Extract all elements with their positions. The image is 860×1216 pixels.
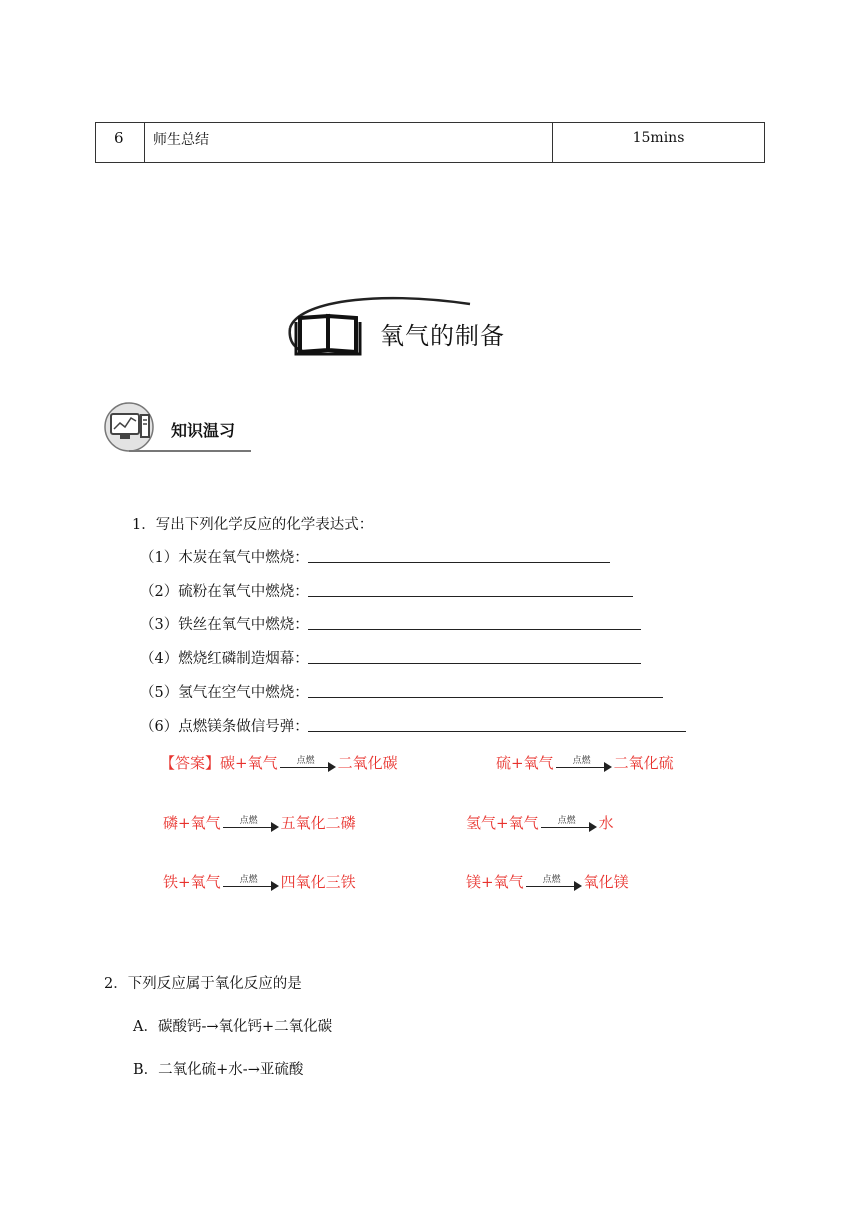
row-activity: 师生总结 [153, 132, 209, 148]
reaction-arrow [541, 817, 597, 833]
section-title: 氧气的制备 [380, 322, 505, 350]
q1-blank-1 [308, 562, 610, 563]
q1-item-2: （2）硫粉在氧气中燃烧： [140, 584, 309, 600]
row-duration: 15mins [632, 130, 685, 146]
answer-5 [163, 871, 356, 892]
q1-item-5: （5）氢气在空气中燃烧： [140, 685, 309, 701]
answer-reactants: 铁+氧气 [163, 873, 221, 891]
table-cell-activity [145, 123, 553, 162]
answer-reactants: 硫+氧气 [496, 754, 554, 772]
answer-product: 二氧化碳 [337, 754, 398, 772]
row-number: 6 [114, 129, 124, 147]
schedule-table [95, 122, 765, 163]
q2-option-b: B．二氧化硫+水-→亚硫酸 [133, 1062, 304, 1078]
arrow-condition: 点燃 [542, 875, 561, 885]
q1-item-3: （3）铁丝在氧气中燃烧： [140, 617, 309, 633]
answer-product: 四氧化三铁 [280, 873, 356, 891]
q1-blank-3 [308, 629, 641, 630]
q2-option-a: A．碳酸钙-→氧化钙+二氧化碳 [133, 1019, 333, 1035]
q1-item-1: （1）木炭在氧气中燃烧： [140, 550, 309, 566]
answer-6 [466, 871, 629, 892]
answer-4 [466, 812, 614, 833]
reaction-arrow [556, 757, 612, 773]
table-cell-number [96, 123, 145, 162]
arrow-condition: 点燃 [296, 756, 315, 766]
answer-3 [163, 812, 356, 833]
q1-blank-4 [308, 663, 641, 664]
answer-product: 氧化镁 [583, 873, 629, 891]
arrow-condition: 点燃 [572, 756, 591, 766]
answer-tag: 【答案】 [160, 754, 221, 772]
q1-item-6: （6）点燃镁条做信号弹： [140, 719, 309, 735]
question-2-prompt: 2．下列反应属于氧化反应的是 [104, 976, 302, 992]
q1-blank-6 [308, 731, 686, 732]
answer-reactants: 碳+氧气 [220, 754, 278, 772]
table-cell-duration [553, 123, 764, 162]
reaction-arrow [223, 817, 279, 833]
answer-2 [496, 752, 674, 773]
subsection-title: 知识温习 [171, 421, 236, 440]
answer-product: 二氧化硫 [613, 754, 674, 772]
q1-blank-5 [308, 697, 663, 698]
answer-reactants: 氢气+氧气 [466, 814, 539, 832]
reaction-arrow [526, 876, 582, 892]
answer-reactants: 镁+氧气 [466, 873, 524, 891]
reaction-arrow [223, 876, 279, 892]
arrow-condition: 点燃 [557, 816, 576, 826]
q1-item-4: （4）燃烧红磷制造烟幕： [140, 651, 309, 667]
answer-product: 水 [598, 814, 614, 832]
answer-product: 五氧化二磷 [280, 814, 356, 832]
arrow-condition: 点燃 [239, 816, 258, 826]
answer-reactants: 磷+氧气 [163, 814, 221, 832]
question-1-prompt: 1．写出下列化学反应的化学表达式： [132, 517, 374, 533]
answer-1 [160, 752, 398, 773]
q1-blank-2 [308, 596, 633, 597]
reaction-arrow [280, 757, 336, 773]
arrow-condition: 点燃 [239, 875, 258, 885]
